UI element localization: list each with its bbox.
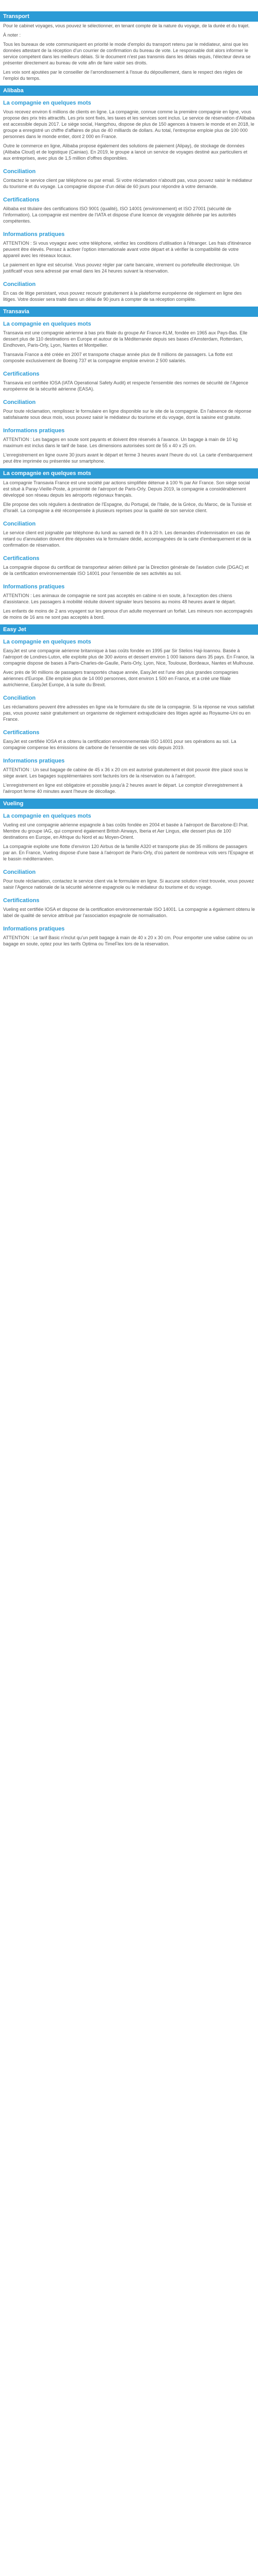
subsection-body xyxy=(0,479,258,514)
paragraph: Transavia France a été créée en 2007 et transporte chaque année plus de 8 millions de passagers. La flotte est composée exclusivement de Boeing 737 et la compagnie emploie environ 2 500 salariés. xyxy=(3,352,233,363)
paragraph: ATTENTION : Les animaux de compagnie ne sont pas acceptés en cabine ni en soute, à l'exception des chiens d'assistance. Les passagers à mobilité réduite doivent signaler leurs besoins au moins 48 heures avant le départ. xyxy=(3,593,236,604)
content xyxy=(0,11,258,947)
subsection-title: Certifications xyxy=(3,730,40,736)
subsection-title: Certifications xyxy=(3,555,40,562)
subsection-title: Informations pratiques xyxy=(3,428,65,434)
subsection-body xyxy=(0,703,258,722)
section-band-title: Vueling xyxy=(0,799,258,809)
subsection-body xyxy=(0,108,258,161)
paragraph: La compagnie dispose du certificat de transporteur aérien délivré par la Direction générale de l'aviation civile (DGAC) et de la certification environnementale ISO 14001 pour l'ensemble de ses activités au sol. xyxy=(3,565,249,576)
section-band-title: Alibaba xyxy=(0,86,258,96)
subsection-title: Informations pratiques xyxy=(3,926,65,932)
paragraph: Les réclamations peuvent être adressées en ligne via le formulaire du site de la compagnie. Si la réponse ne vous satisfait pas, vous pouvez saisir gratuitement un organisme de règlement extrajudiciaire des litiges agréé au Royaume-Uni ou en France. xyxy=(3,704,254,722)
paragraph: Pour toute réclamation, remplissez le formulaire en ligne disponible sur le site de la compagnie. En l'absence de réponse satisfaisante sous deux mois, vous pouvez saisir le médiateur du tourisme et du voyage, dont la saisine est gratuite. xyxy=(3,409,251,420)
paragraph: Vueling est une compagnie aérienne espagnole à bas coûts fondée en 2004 et basée à l'aéroport de Barcelone-El Prat. Membre du groupe IAG, qui comprend également British Airways, Iberia et Aer Lingus, elle dessert plus de 100 destinations en Europe, en Afrique du Nord et au Moyen-Orient. xyxy=(3,822,249,840)
subsection-body xyxy=(0,329,258,364)
paragraph: Transavia est certifiée IOSA (IATA Operational Safety Audit) et respecte l'ensemble des normes de sécurité de l'Agence européenne de la sécurité aérienne (EASA). xyxy=(3,380,249,392)
subsection-title: Certifications xyxy=(3,197,40,203)
paragraph: Les voix sont ajoutées par le conseiller de l'arrondissement à l'issue du dépouillement, dans le respect des règles de l'emploi du temps. xyxy=(3,70,243,81)
paragraph: Pour toute réclamation, contactez le service client via le formulaire en ligne. Si aucune solution n'est trouvée, vous pouvez saisir l'Agence nationale de la sécurité aérienne espagnole ou le médiateur du tourisme et du voyage. xyxy=(3,878,254,890)
subsection-title: Certifications xyxy=(3,371,40,377)
subsection-body xyxy=(0,563,258,577)
subsection-body xyxy=(0,379,258,392)
paragraph: ATTENTION : Les bagages en soute sont payants et doivent être réservés à l'avance. Un bagage à main de 10 kg maximum est inclus dans le tarif de base. Les dimensions autorisées sont de 55 x 40 x 25 cm. xyxy=(3,437,238,448)
subsection-title: Certifications xyxy=(3,897,40,904)
subsection-title: La compagnie en quelques mots xyxy=(3,813,91,819)
subsection-body xyxy=(0,435,258,464)
subsection-title: Informations pratiques xyxy=(3,231,65,238)
subsection-body xyxy=(0,407,258,420)
paragraph: Pour le cabinet voyages, vous pouvez le sélectionner, en tenant compte de la nature du voyage, de la durée et du trajet. xyxy=(3,23,250,28)
subsection-title: Informations pratiques xyxy=(3,758,65,764)
paragraph: La compagnie exploite une flotte d'environ 120 Airbus de la famille A320 et transporte plus de 35 millions de passagers par an. En France, Vueling dispose d'une base à l'aéroport de Paris-Orly, d'où partent de nombreux vols vers l'Espagne et le bassin méditerranéen. xyxy=(3,844,254,861)
paragraph: À noter : xyxy=(3,32,21,38)
section-band-title: Transport xyxy=(0,11,258,22)
paragraph: L'enregistrement en ligne est obligatoire et possible jusqu'à 2 heures avant le départ. Le comptoir d'enregistrement à l'aéroport ferme 40 minutes avant l'heure de décollage. xyxy=(3,783,243,794)
subsection-body xyxy=(0,737,258,751)
section xyxy=(0,624,258,794)
subsection-title: Conciliation xyxy=(3,399,36,405)
subsection-body xyxy=(0,22,258,81)
paragraph: Vous recevez environ 6 millions de clients en ligne. La compagnie, connue comme la première compagnie en ligne, vous propose des prix très attractifs. Les prix sont fixés, les taxes et les services sont inclus. Le service de réservation d'Alibaba est accessible depuis 2017. Le siège social, Hangzhou, dispose de plus de 150 agences à travers le monde et en 2018, le groupe a enregistré un chiffre d'affaires de plus de 40 milliards de dollars. Au total, l'entreprise emploie plus de 100 000 personnes dans le monde entier, dont 2 000 en France. xyxy=(3,109,255,139)
page xyxy=(0,0,258,958)
subsection-title: Informations pratiques xyxy=(3,584,65,590)
subsection-body xyxy=(0,591,258,620)
paragraph: Les enfants de moins de 2 ans voyagent sur les genoux d'un adulte moyennant un forfait. Les mineurs non accompagnés de moins de 16 ans ne sont pas acceptés à bord. xyxy=(3,608,253,620)
section xyxy=(0,11,258,81)
paragraph: Le service client est joignable par téléphone du lundi au samedi de 8 h à 20 h. Les demandes d'indemnisation en cas de retard ou d'annulation doivent être déposées via le formulaire dédié, accompagnées de la carte d'embarquement et de la confirmation de réservation. xyxy=(3,530,251,548)
subsection-body xyxy=(0,905,258,919)
paragraph: ATTENTION : Le tarif Basic n'inclut qu'un petit bagage à main de 40 x 20 x 30 cm. Pour emporter une valise cabine ou un bagage en soute, optez pour les tarifs Optima ou TimeFlex lors de la réservation. xyxy=(3,935,253,946)
paragraph: La compagnie Transavia France est une société par actions simplifiée détenue à 100 % par Air France. Son siège social est situé à Paray-Vieille-Poste, à proximité de l'aéroport de Paris-Orly. Depuis 2019, la compagnie a considérablement développé son réseau depuis les aéroports régionaux français. xyxy=(3,480,250,498)
subsection-body xyxy=(0,289,258,302)
subsection-body xyxy=(0,239,258,274)
section xyxy=(0,468,258,620)
section xyxy=(0,799,258,947)
subsection-body xyxy=(0,766,258,794)
section-band-title: Easy Jet xyxy=(0,624,258,635)
paragraph: ATTENTION : Un seul bagage de cabine de 45 x 36 x 20 cm est autorisé gratuitement et doit pouvoir être placé sous le siège avant. Les bagages supplémentaires sont facturés lors de la réservation ou à l'aéroport. xyxy=(3,767,248,778)
paragraph: Alibaba est titulaire des certifications ISO 9001 (qualité), ISO 14001 (environnement) et ISO 27001 (sécurité de l'information). La compagnie est membre de l'IATA et dispose d'une licence de voyagiste délivrée par les autorités compétentes. xyxy=(3,206,236,224)
subsection-body xyxy=(0,934,258,947)
subsection-title: La compagnie en quelques mots xyxy=(3,639,91,645)
subsection-title: Conciliation xyxy=(3,695,36,701)
section xyxy=(0,307,258,464)
subsection-title: Conciliation xyxy=(3,168,36,175)
subsection-title: Conciliation xyxy=(3,869,36,875)
paragraph: Elle propose des vols réguliers à destination de l'Espagne, du Portugal, de l'Italie, de la Grèce, du Maroc, de la Tunisie et d'Israël. La compagnie a été récompensée à plusieurs reprises pour la qualité de son service client. xyxy=(3,502,252,513)
paragraph: Vueling est certifiée IOSA et dispose de la certification environnementale ISO 14001. La compagnie a également obtenu le label de qualité de service attribué par l'association espagnole de normalisation. xyxy=(3,907,255,918)
section-band-title: Transavia xyxy=(0,307,258,317)
paragraph: Outre le commerce en ligne, Alibaba propose également des solutions de paiement (Alipay), de stockage de données (Alibaba Cloud) et de logistique (Cainiao). En 2019, le groupe a lancé un service de voyages destiné aux particuliers et aux entreprises, avec plus de 1,5 million d'offres disponibles. xyxy=(3,143,248,161)
top-bar xyxy=(0,0,258,11)
subsection-title: La compagnie en quelques mots xyxy=(3,321,91,327)
paragraph: EasyJet est une compagnie aérienne britannique à bas coûts fondée en 1995 par Sir Stelios Haji-Ioannou. Basée à l'aéroport de Londres-Luton, elle exploite plus de 300 avions et dessert environ 1 000 liaisons dans 35 pays. En France, la compagnie dispose de bases à Paris-Charles-de-Gaulle, Paris-Orly, Lyon, Nice, Toulouse, Bordeaux, Nantes et Mulhouse. xyxy=(3,648,254,666)
paragraph: Le paiement en ligne est sécurisé. Vous pouvez régler par carte bancaire, virement ou portefeuille électronique. Un justificatif vous sera adressé par email dans les 24 heures suivant la réservation. xyxy=(3,262,239,274)
subsection-body xyxy=(0,529,258,548)
paragraph: ATTENTION : Si vous voyagez avec votre téléphone, vérifiez les conditions d'utilisation à l'étranger. Les frais d'itinérance peuvent être élevés. Pensez à activer l'option internationale avant votre départ et à vérifier la compatibilité de votre appareil avec les réseaux locaux. xyxy=(3,241,251,258)
paragraph: EasyJet est certifiée IOSA et a obtenu la certification environnementale ISO 14001 pour ses opérations au sol. La compagnie compense les émissions de carbone de l'ensemble de ses vols depuis 2019. xyxy=(3,739,236,750)
subsection-body xyxy=(0,647,258,688)
paragraph: Transavia est une compagnie aérienne à bas prix filiale du groupe Air France-KLM, fondée en 1965 aux Pays-Bas. Elle dessert plus de 110 destinations en Europe et autour de la Méditerranée depuis ses bases d'Amsterdam, Rotterdam, Eindhoven, Paris-Orly, Lyon, Nantes et Montpellier. xyxy=(3,330,248,348)
subsection-body xyxy=(0,877,258,890)
subsection-body xyxy=(0,176,258,190)
section-band-title: La compagnie en quelques mots xyxy=(0,468,258,479)
paragraph: L'enregistrement en ligne ouvre 30 jours avant le départ et ferme 3 heures avant l'heure du vol. La carte d'embarquement peut être imprimée ou présentée sur smartphone. xyxy=(3,452,252,464)
paragraph: Tous les bureaux de vote communiquent en priorité le mode d'emploi du transport retenu par le médiateur, ainsi que les données attestant de la réception d'un courrier de confirmation du bureau de vote. Le responsable doit alors informer le service compétent dans les meilleurs délais. Si le document n'est pas transmis dans les délais requis, l'électeur devra se présenter directement au bureau de vote afin de faire valoir ses droits. xyxy=(3,42,251,65)
subsection-body xyxy=(0,205,258,224)
subsection-title: La compagnie en quelques mots xyxy=(3,100,91,106)
subsection-body xyxy=(0,821,258,862)
paragraph: En cas de litige persistant, vous pouvez recourir gratuitement à la plateforme européenne de règlement en ligne des litiges. Votre dossier sera traité dans un délai de 90 jours à compter de sa réception complète. xyxy=(3,291,242,302)
paragraph: Avec près de 90 millions de passagers transportés chaque année, EasyJet est l'une des plus grandes compagnies aériennes d'Europe. Elle emploie plus de 14 000 personnes, dont environ 1 500 en France, et a créé une filiale autrichienne, EasyJet Europe, à la suite du Brexit. xyxy=(3,670,238,687)
section xyxy=(0,86,258,302)
subsection-title: Conciliation xyxy=(3,281,36,287)
subsection-title: Conciliation xyxy=(3,521,36,527)
paragraph: Contactez le service client par téléphone ou par email. Si votre réclamation n'aboutit pas, vous pouvez saisir le médiateur du tourisme et du voyage. La compagnie dispose d'un délai de 60 jours pour répondre à votre demande. xyxy=(3,178,252,189)
